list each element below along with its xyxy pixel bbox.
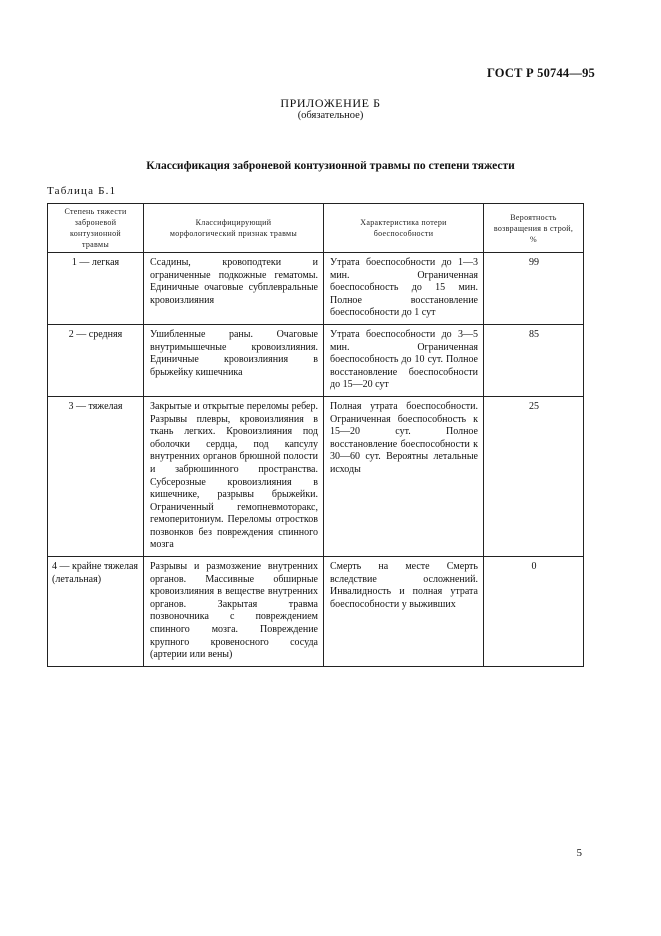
appendix-title: ПРИЛОЖЕНИЕ Б	[280, 96, 381, 110]
sign-cell: Ушибленные раны. Очаговые внутримышечные кровоизлияния. Единичные кровоизлияния в брыжейку кишечника	[144, 324, 324, 396]
loss-cell: Утрата боеспособности до 3—5 мин. Ограниченная боеспособность до 10 сут. Полное восстановление боеспособности до 15—20 сут	[324, 324, 484, 396]
column-header-sign: Классифицирующий морфологический признак травмы	[144, 204, 324, 253]
sign-cell: Разрывы и размозжение внутренних органов. Массивные обширные кровоизлияния в веществе внутренних органов. Закрытая травма позвоночника с повреждением спинного мозга. Повреждение крупного кровеносного сосуда (артерии или вены)	[144, 557, 324, 667]
document-code: ГОСТ Р 50744—95	[486, 66, 595, 80]
degree-cell: 1 — легкая	[48, 253, 144, 325]
sign-cell: Закрытые и открытые переломы ребер. Разрывы плевры, кровоизлияния в ткань легких. Кровоизлияния под оболочки сердца, под капсулу внутренних органов брюшной полости и забрюшинного пространства. Субсерозные кровоизлияния в кишечнике, разрывы брыжейки. Ограниченный гемопневмоторакс, гемоперитониум. Переломы отростков позвонков без повреждения спинного мозга	[144, 396, 324, 556]
probability-cell: 99	[484, 253, 584, 325]
degree-cell: 3 — тяжелая	[48, 396, 144, 556]
appendix-subtitle: (обязательное)	[297, 110, 364, 121]
degree-cell: 4 — крайне тяжелая (летальная)	[48, 557, 144, 667]
sign-cell: Ссадины, кровоподтеки и ограниченные подкожные гематомы. Единичные очаговые субплевральные кровоизлияния	[144, 253, 324, 325]
table-row	[48, 253, 584, 325]
probability-cell: 0	[484, 557, 584, 667]
document-title: Классификация заброневой контузионной травмы по степени тяжести	[146, 160, 515, 172]
loss-cell: Смерть на месте Смерть вследствие осложнений. Инвалидность и полная утрата боеспособности у выживших	[324, 557, 484, 667]
column-header-probability: Вероятность возвращения в строй, %	[484, 204, 584, 253]
table-row	[48, 324, 584, 396]
degree-cell: 2 — средняя	[48, 324, 144, 396]
probability-cell: 25	[484, 396, 584, 556]
column-header-degree: Степень тяжести заброневой контузионной травмы	[48, 204, 144, 253]
table-row	[48, 557, 584, 667]
loss-cell: Полная утрата боеспособности. Ограниченная боеспособность к 15—20 сут. Полное восстановление боеспособности к 30—60 сут. Вероятны летальные исходы	[324, 396, 484, 556]
table-row	[48, 396, 584, 556]
column-header-loss: Характеристика потери боеспособности	[324, 204, 484, 253]
table-header-row	[48, 204, 584, 253]
page-number: 5	[576, 847, 582, 859]
loss-cell: Утрата боеспособности до 1—3 мин. Ограниченная боеспособность до 15 мин. Полное восстановление боеспособности до 1 сут	[324, 253, 484, 325]
table-caption: Таблица Б.1	[47, 185, 117, 197]
probability-cell: 85	[484, 324, 584, 396]
classification-table	[47, 203, 584, 667]
